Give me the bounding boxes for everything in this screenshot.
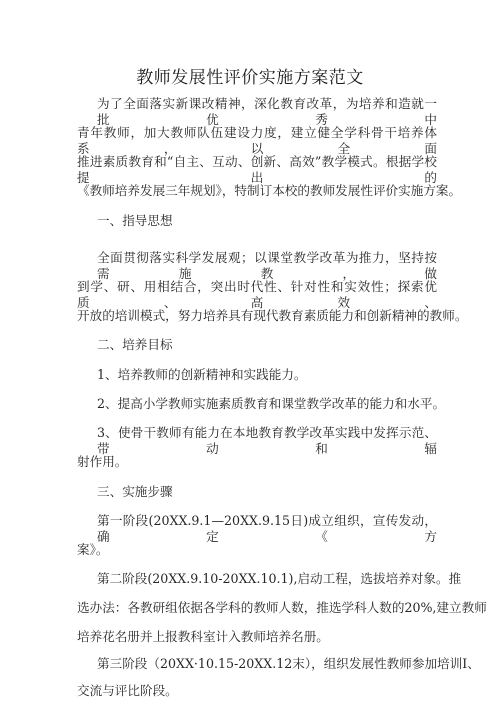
paragraph-line: 《教师培养发展三年规划》，特制订本校的教师发展性评价实施方案。 — [77, 183, 462, 198]
paragraph-line: 第三阶段（20XX·10.15-20XX.12末），组织发展性教师参加培训I、 — [97, 656, 480, 671]
section-heading: 二、培养目标 — [97, 337, 173, 352]
document-title: 教师发展性评价实施方案范文 — [136, 68, 364, 88]
paragraph-line: 到学、研、用相结合，突出时代性、针对性和实效性；探索优质、高效、 — [77, 279, 437, 310]
list-item: 3、使骨干教师有能力在本地教育教学改革实践中发挥示范、带动和辐 — [97, 425, 437, 456]
paragraph-line: 青年教师，加大教师队伍建设力度，建立健全学科骨干培养体系，以全面 — [77, 125, 437, 156]
paragraph-line: 开放的培训模式，努力培养具有现代教育素质能力和创新精神的教师。 — [77, 308, 468, 323]
paragraph-line: 交流与评比阶段。 — [77, 683, 178, 698]
paragraph-line: 推进素质教育和“自主、互动、创新、高效”教学模式。根据学校提出的 — [77, 154, 437, 185]
paragraph-line: 第二阶段(20XX.9.10-20XX.10.1),启动工程，选拔培养对象。推 — [97, 571, 462, 586]
paragraph-line: 全面贯彻落实科学发展观；以课堂教学改革为推力，坚持按需施教，做 — [97, 250, 437, 281]
paragraph-line: 为了全面落实新课改精神，深化教育改革，为培养和造就一批优秀中 — [97, 96, 437, 127]
paragraph-line: 选办法：各教研组依据各学科的教师人数，推选学科人数的20%,建立教师 — [77, 600, 487, 615]
paragraph-line: 培养花名册并上报教科室计入教师培养名册。 — [77, 629, 329, 644]
list-item: 1、培养教师的创新精神和实践能力。 — [97, 367, 307, 382]
list-item: 2、提高小学教师实施素质教育和课堂教学改革的能力和水平。 — [97, 396, 446, 411]
list-item-continuation: 射作用。 — [77, 454, 128, 469]
paragraph-line: 案》。 — [77, 542, 109, 557]
paragraph-line: 第一阶段(20XX.9.1—20XX.9.15日)成立组织，宣传发动，确定《方 — [97, 513, 437, 544]
section-heading: 三、实施步骤 — [97, 484, 173, 499]
section-heading: 一、指导思想 — [97, 213, 173, 228]
